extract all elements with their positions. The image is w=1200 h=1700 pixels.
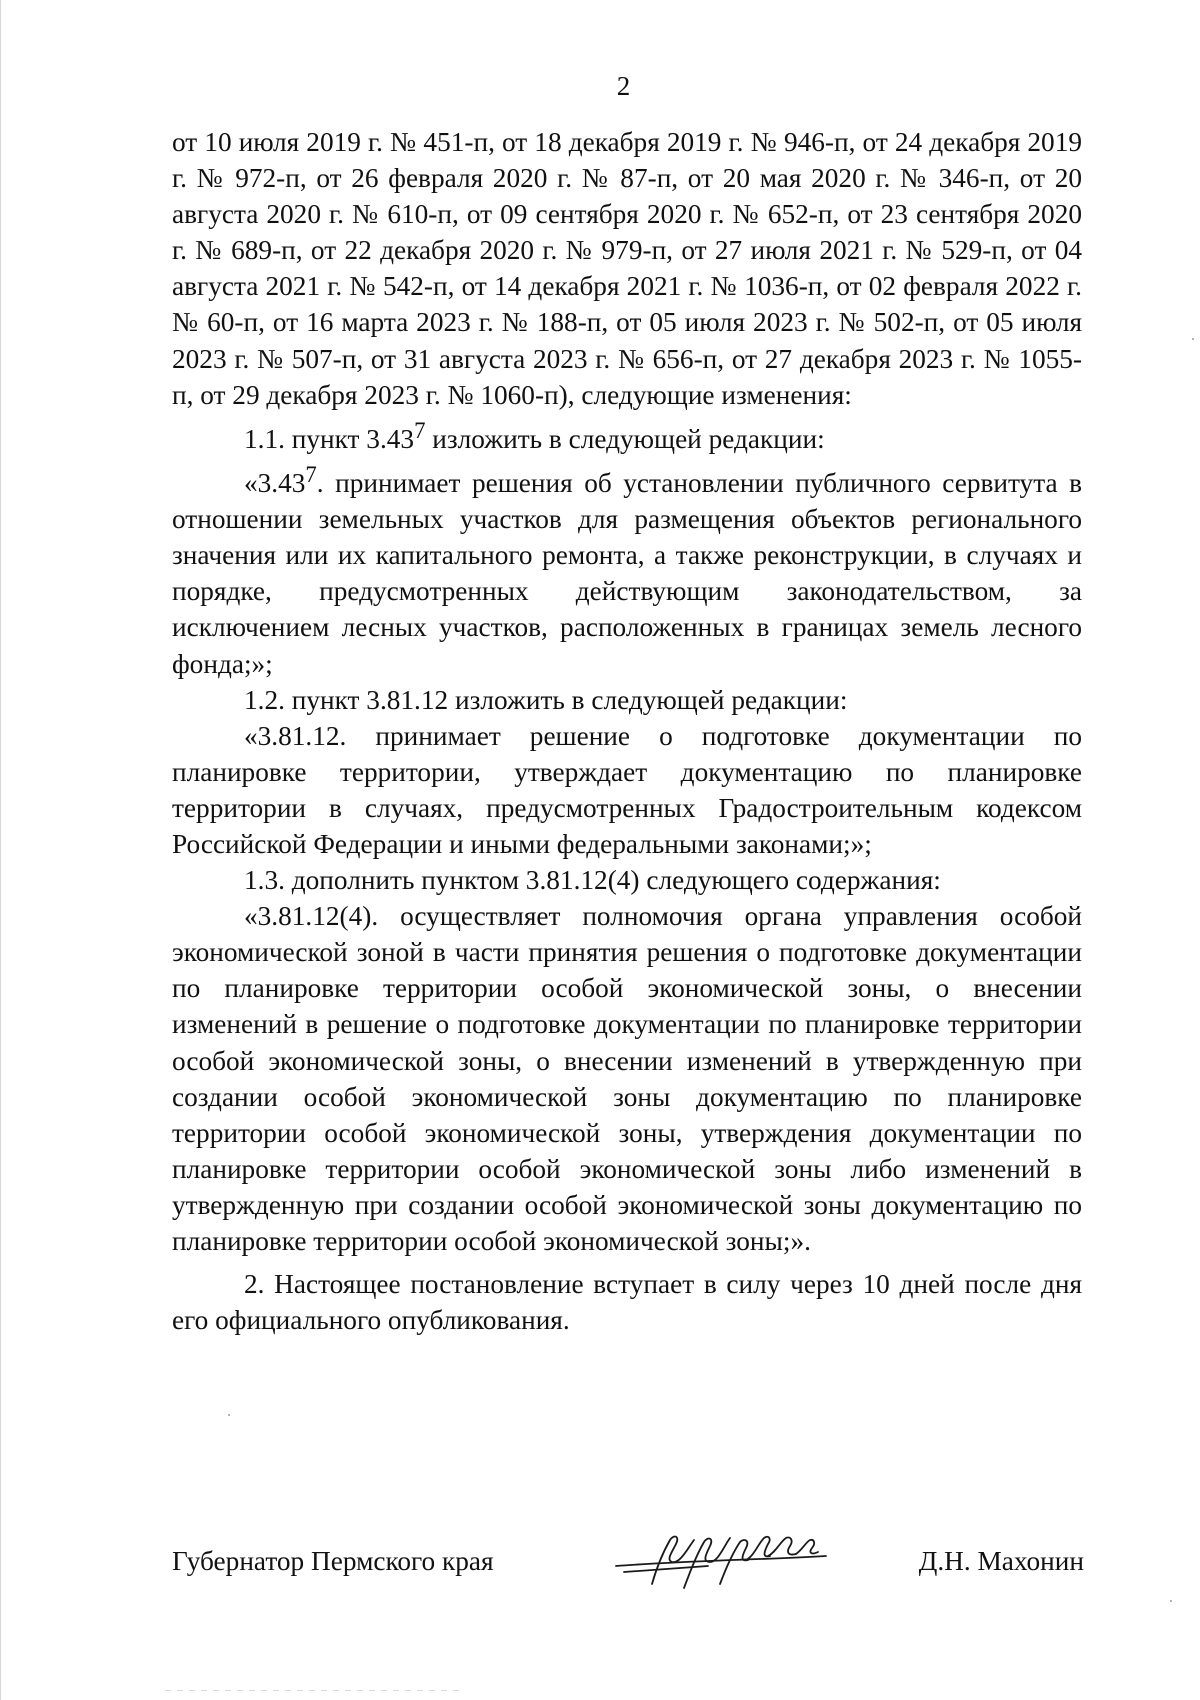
signatory-title: Губернатор Пермского края: [172, 1546, 494, 1576]
clause-3-43-7-number: «3.43: [244, 468, 306, 499]
clause-3-43-7-superscript: 7: [305, 461, 317, 487]
paragraph-clause-3-43-7: [172, 457, 1082, 682]
paragraph-amendment-list: от 10 июля 2019 г. № 451-п, от 18 декабря 2019 г. № 946-п, от 24 декабря 2019 г. № 972-п, от 26 февраля 2020 г. № 87-п, от 20 мая 2020 г. № 346-п, от 20 августа 2020 г. № 610-п, от 09 сентября 2020 г. № 652-п, от 23 сентября 2020 г. № 689-п, от 22 декабря 2020 г. № 979-п, от 27 июля 2021 г. № 529-п, от 04 августа 2021 г. № 542-п, от 14 декабря 2021 г. № 1036-п, от 02 февраля 2022 г. № 60-п, от 16 марта 2023 г. № 188-п, от 05 июля 2023 г. № 502-п, от 05 июля 2023 г. № 507-п, от 31 августа 2023 г. № 656-п, от 27 декабря 2023 г. № 1055-п, от 29 декабря 2023 г. № 1060-п), следующие изменения:: [172, 127, 1082, 410]
paragraph-item-1-3: 1.3. дополнить пунктом 3.81.12(4) следующего содержания:: [244, 865, 941, 896]
document-body: [172, 124, 1082, 1338]
scan-speck: [1170, 1600, 1172, 1602]
paragraph-item-1-2: 1.2. пункт 3.81.12 изложить в следующей редакции:: [244, 684, 848, 715]
handwritten-signature: [612, 1526, 832, 1596]
clause-3-43-7-text: . принимает решения об установлении публичного сервитута в отношении земельных участков для размещения объектов регионального значения или их капитального ремонта, а также реконструкции, в случаях и порядке, предусмотренных действующим законодательством, за исключением лесных участков, расположенных в границах земель лесного фонда;»;: [172, 468, 1082, 679]
signature-block: [172, 1540, 1084, 1590]
paragraph-item-2: 2. Настоящее постановление вступает в силу через 10 дней после дня его официального опубликования.: [172, 1269, 1082, 1336]
signatory-name: Д.Н. Махонин: [918, 1546, 1084, 1576]
scan-speck: [1192, 338, 1194, 340]
scan-speck: [228, 1414, 230, 1416]
paragraph-clause-3-81-12: «3.81.12. принимает решение о подготовке документации по планировке территории, утверждает документацию по планировке территории в случаях, предусмотренных Градостроительным кодексом Российской Федерации и иными федеральными законами;»;: [172, 720, 1082, 859]
paragraph-item-1-1: [172, 413, 1082, 457]
item-1-1-text-end: изложить в следующей редакции:: [425, 423, 825, 454]
item-1-1-text-start: 1.1. пункт 3.43: [244, 423, 415, 454]
item-1-1-superscript: 7: [414, 417, 426, 443]
page-number: 2: [616, 71, 631, 101]
paragraph-clause-3-81-12-4: «3.81.12(4). осуществляет полномочия органа управления особой экономической зоной в части принятия решения о подготовке документации по планировке территории особой экономической зоны, о внесении изменений в решение о подготовке документации по планировке территории особой экономической зоны, о внесении изменений в утвержденную при создании особой экономической зоны документацию по планировке территории особой экономической зоны, утверждения документации по планировке территории особой экономической зоны либо изменений в утвержденную при создании особой экономической зоны документацию по планировке территории особой экономической зоны;».: [172, 901, 1082, 1256]
scan-artifact-line: [165, 1690, 465, 1691]
